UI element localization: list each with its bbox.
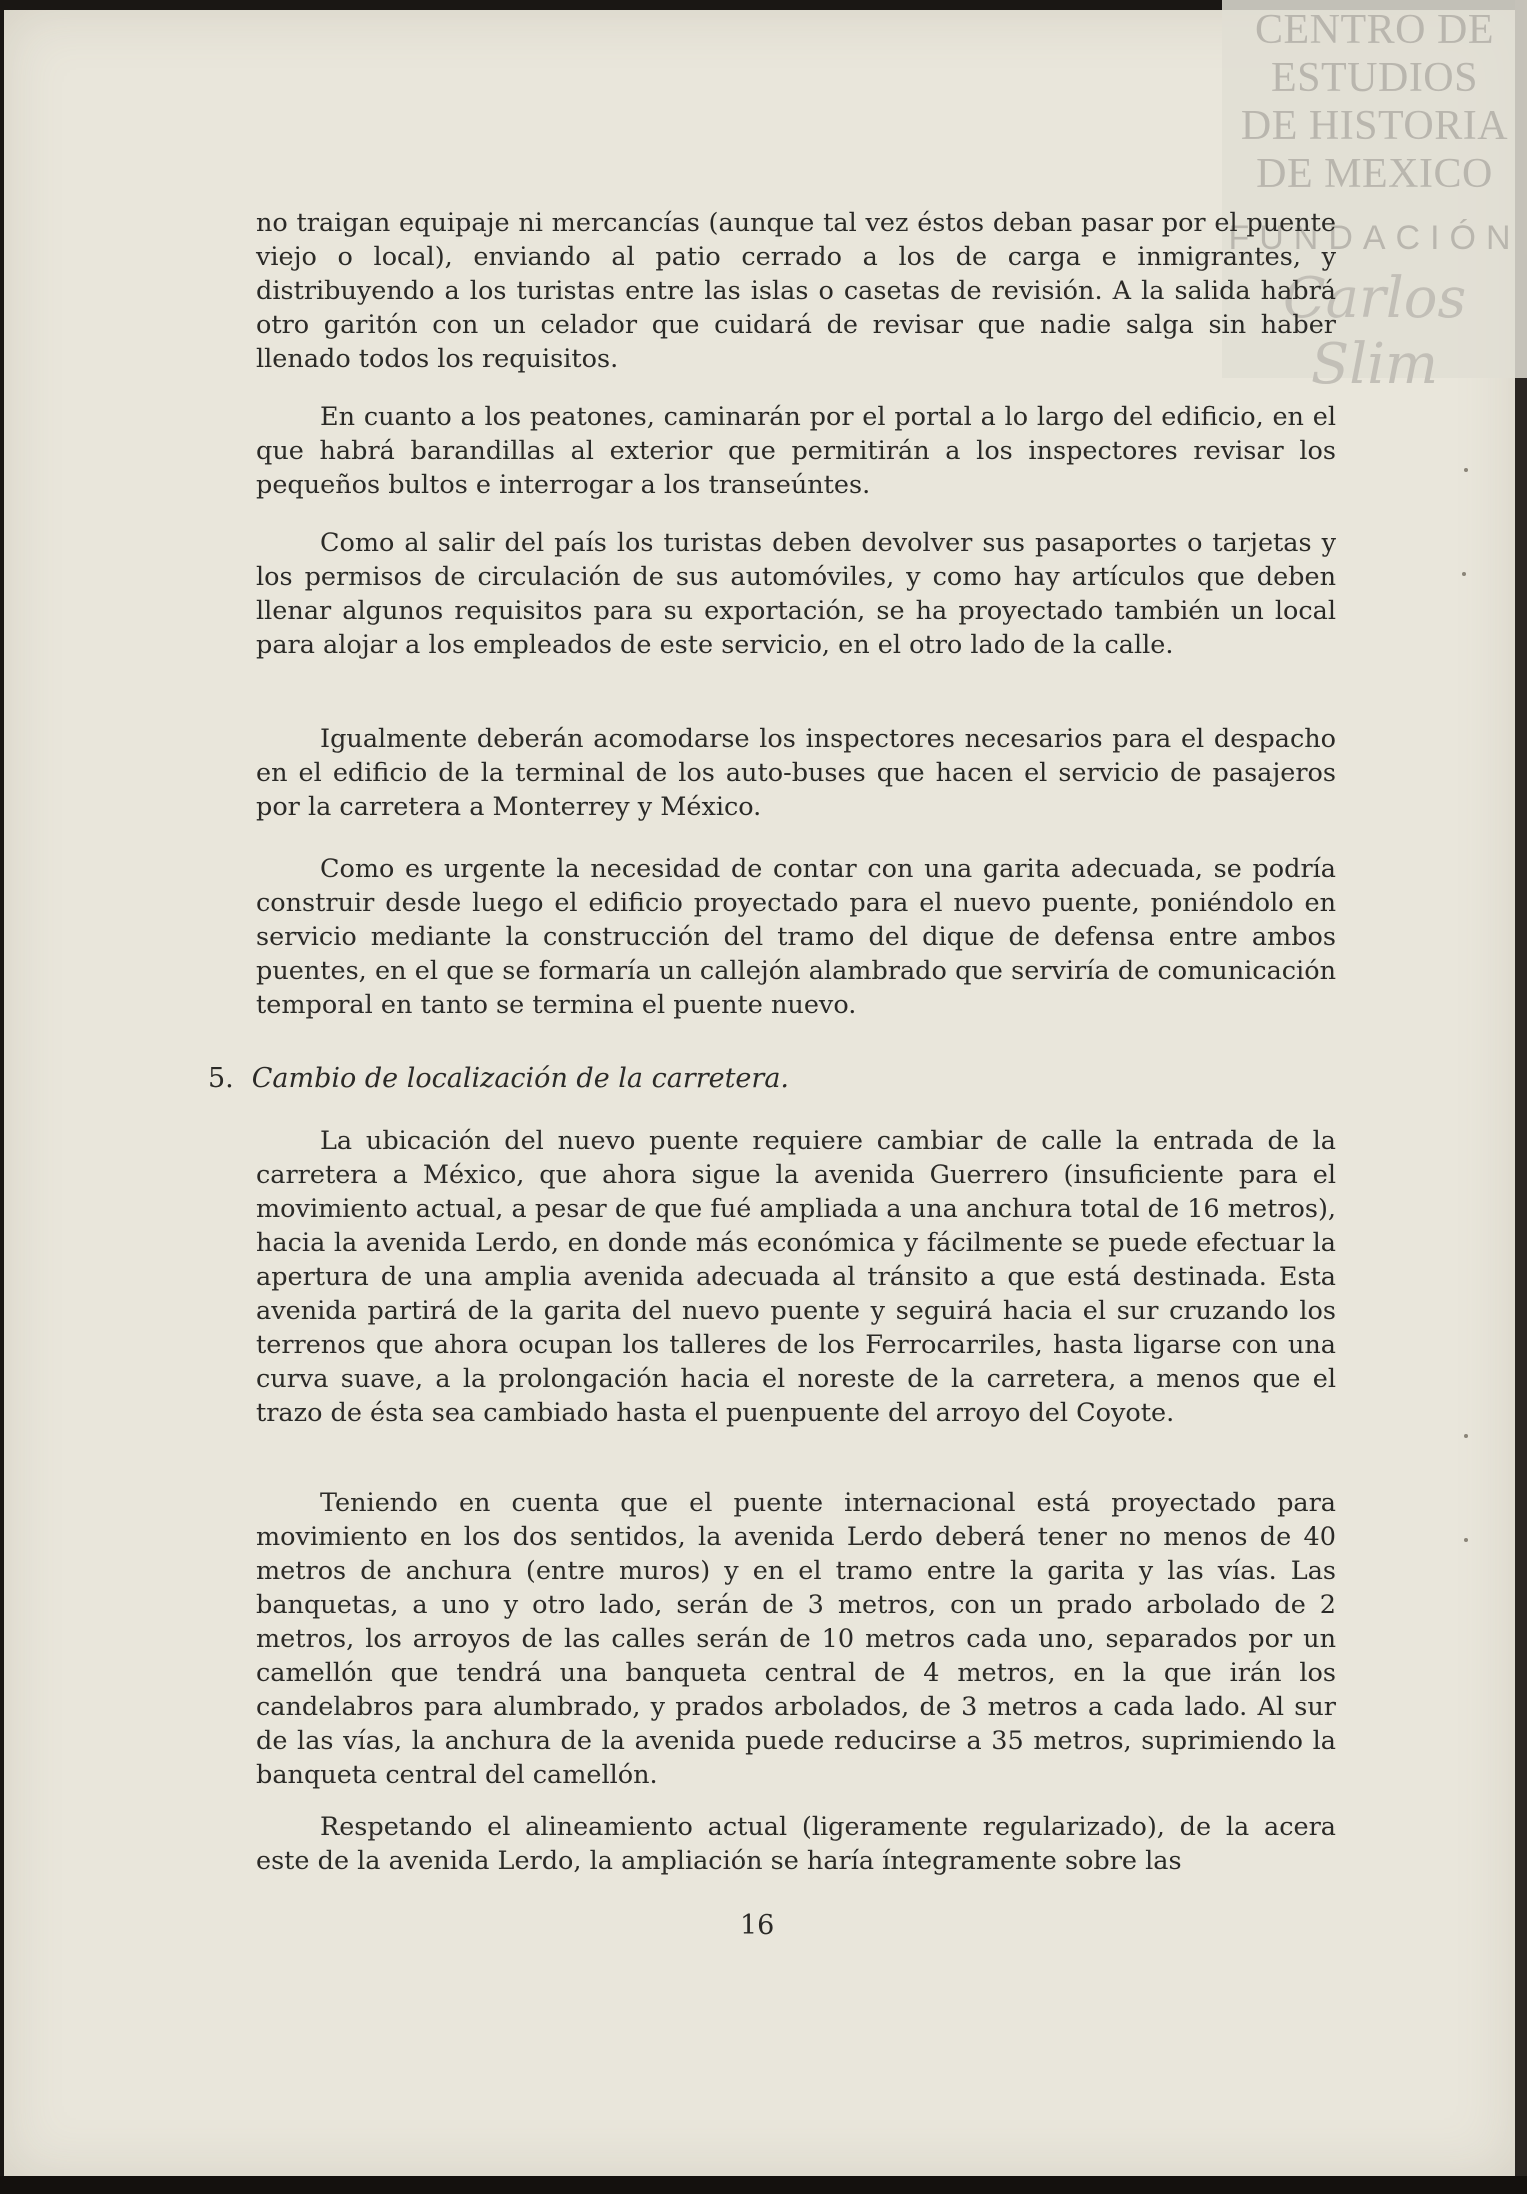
watermark-line: CENTRO DE — [1255, 7, 1494, 53]
paragraph: no traigan equipaje ni mercancías (aunque tal vez éstos deban pasar por el puente viejo o local), enviando al patio cerrado a los de carga e inmigrantes, y distribuyendo a los turistas entre las islas o casetas de revisión. A la salida habrá otro garitón con un celador que cuidará de revisar que nadie salga sin haber llenado todos los requisitos. — [256, 208, 1336, 374]
paper-speck — [1462, 572, 1466, 576]
watermark-fundacion: FUNDACIÓN — [1228, 219, 1521, 257]
paragraph: Respetando el alineamiento actual (ligeramente regularizado), de la acera este de la avenida Lerdo, la ampliación se haría íntegramente sobre las — [256, 1812, 1336, 1876]
paper-speck — [1464, 1434, 1468, 1438]
paragraph: Teniendo en cuenta que el puente internacional está proyectado para movimiento en los dos sentidos, la avenida Lerdo deberá tener no menos de 40 metros de anchura (entre muros) y en el tramo entre la garita y las vías. Las banquetas, a uno y otro lado, serán de 3 metros, con un prado arbolado de 2 metros, los arroyos de las calles serán de 10 metros cada uno, separados por un camellón que tendrá una banqueta central de 4 metros, en la que irán los candelabros para alumbrado, y prados arbolados, de 3 metros a cada lado. Al sur de las vías, la anchura de la avenida puede reducirse a 35 metros, suprimiendo la banqueta central del camellón. — [256, 1488, 1336, 1790]
paragraph: Igualmente deberán acomodarse los inspectores necesarios para el despacho en el edificio de la terminal de los auto-buses que hacen el servicio de pasajeros por la carretera a Monterrey y México. — [256, 724, 1336, 822]
paragraph: Como al salir del país los turistas deben devolver sus pasaportes o tarjetas y los permisos de circulación de sus automóviles, y como hay artículos que deben llenar algunos requisitos para su exportación, se ha proyectado también un local para alojar a los empleados de este servicio, en el otro lado de la calle. — [256, 528, 1336, 660]
paper-speck — [1464, 468, 1468, 472]
section-heading — [208, 1062, 789, 1096]
watermark-signature: Carlos Slim — [1282, 266, 1467, 397]
watermark-line: DE MEXICO — [1256, 151, 1493, 197]
paragraph: En cuanto a los peatones, caminarán por el portal a lo largo del edificio, en el que habrá barandillas al exterior que permitirán a los inspectores revisar los pequeños bultos e interrogar a los transeúntes. — [256, 402, 1336, 500]
paragraph: Como es urgente la necesidad de contar con una garita adecuada, se podría construir desde luego el edificio proyectado para el nuevo puente, poniéndolo en servicio mediante la construcción del tramo del dique de defensa entre ambos puentes, en el que se formaría un callejón alambrado que serviría de comunicación temporal en tanto se termina el puente nuevo. — [256, 854, 1336, 1020]
watermark-line: ESTUDIOS — [1270, 55, 1478, 101]
page-number: 16 — [740, 1910, 775, 1941]
paper-speck — [1464, 1538, 1468, 1542]
section-title: Cambio de localización de la carretera. — [251, 1063, 789, 1094]
scan-edge-bottom — [0, 2176, 1527, 2194]
paragraph: La ubicación del nuevo puente requiere cambiar de calle la entrada de la carretera a México, que ahora sigue la avenida Guerrero (insuficiente para el movimiento actual, a pesar de que fué ampliada a una anchura total de 16 metros), hacia la avenida Lerdo, en donde más económica y fácilmente se puede efectuar la apertura de una amplia avenida adecuada al tránsito a que está destinada. Esta avenida partirá de la garita del nuevo puente y seguirá hacia el sur cruzando los terrenos que ahora ocupan los talleres de los Ferrocarriles, hasta ligarse con una curva suave, a la prolongación hacia el noreste de la carretera, a menos que el trazo de ésta sea cambiado hasta el puenpuente del arroyo del Coyote. — [256, 1126, 1336, 1428]
section-number: 5. — [208, 1063, 234, 1094]
watermark-line: DE HISTORIA — [1240, 103, 1509, 149]
